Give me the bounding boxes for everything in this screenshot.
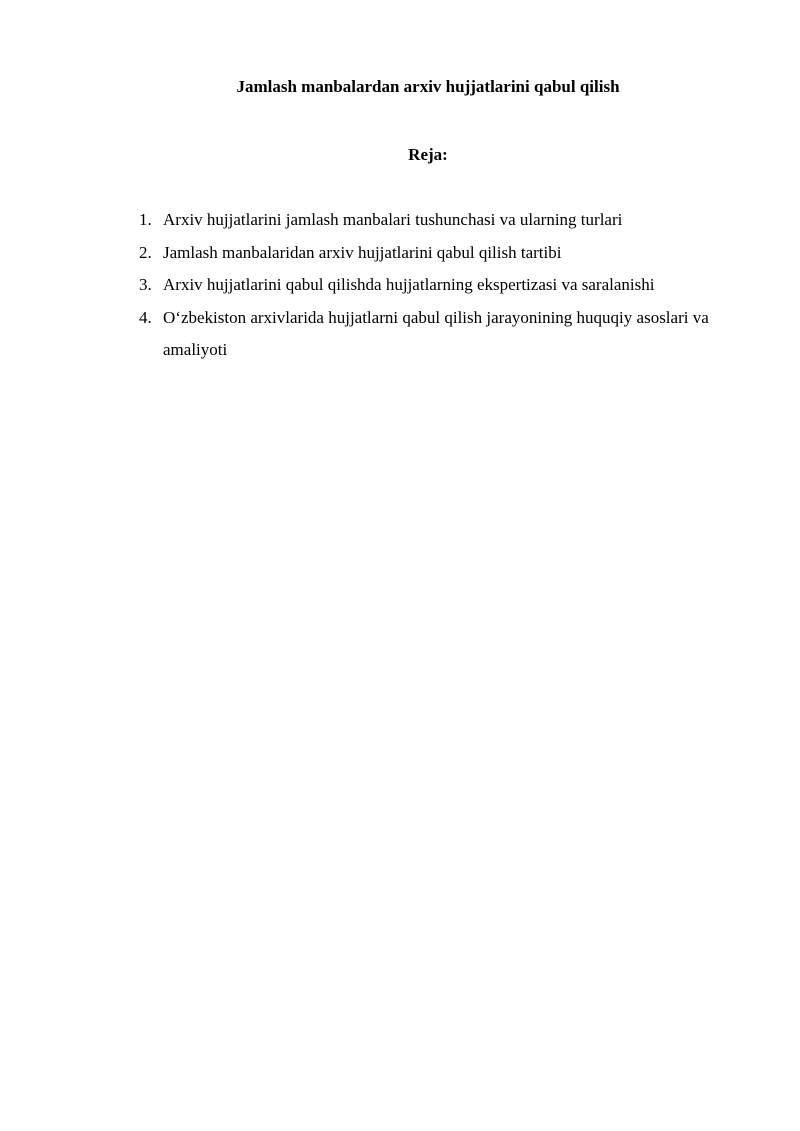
plan-item-text: Arxiv hujjatlarini jamlash manbalari tushunchasi va ularning turlari: [163, 210, 623, 229]
plan-item: [139, 302, 739, 367]
document-title: Jamlash manbalardan arxiv hujjatlarini qabul qilish: [236, 77, 620, 96]
plan-heading: Reja:: [408, 145, 448, 164]
plan-item: [139, 269, 739, 302]
plan-item: [139, 204, 739, 237]
plan-item-number: 2.: [139, 242, 152, 262]
plan-item: [139, 237, 739, 270]
plan-item-text: Jamlash manbalaridan arxiv hujjatlarini qabul qilish tartibi: [163, 242, 562, 262]
plan-item-number: 4.: [139, 307, 152, 327]
plan-list: [139, 204, 739, 367]
plan-item-number: 1.: [139, 210, 152, 229]
plan-item-text: Arxiv hujjatlarini qabul qilishda hujjatlarning ekspertizasi va saralanishi: [163, 275, 655, 294]
plan-item-text: O‘zbekiston arxivlarida hujjatlarni qabul qilish jarayonining huquqiy asoslari va amaliyoti: [163, 307, 709, 359]
plan-item-number: 3.: [139, 275, 152, 294]
